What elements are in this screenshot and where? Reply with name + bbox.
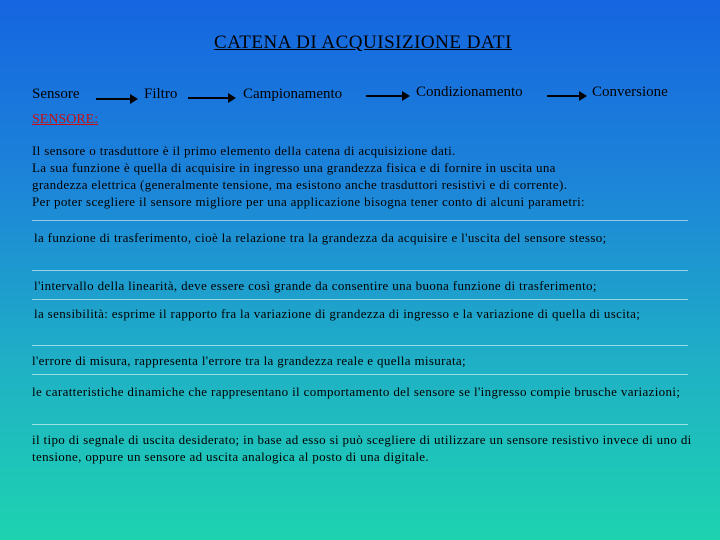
divider: [32, 220, 688, 221]
divider: [32, 374, 688, 375]
chain-node-conversione: Conversione: [592, 84, 668, 100]
intro-line: grandezza elettrica (generalmente tensione, ma esistono anche trasduttori resistivi e di corrente).: [32, 177, 568, 192]
intro-line: Per poter scegliere il sensore migliore per una applicazione bisogna tener conto di alcuni parametri:: [32, 194, 585, 209]
parameter-item: il tipo di segnale di uscita desiderato; in base ad esso si può scegliere di utilizzare un sensore resistivo invece di uno di tensione, oppure un sensore ad uscita analogica al posto di una digitale.: [32, 432, 692, 464]
chain-node-condizionamento: Condizionamento: [416, 84, 523, 100]
divider: [32, 345, 688, 346]
divider: [32, 299, 688, 300]
parameter-item: l'errore di misura, rappresenta l'errore tra la grandezza reale e quella misurata;: [32, 353, 466, 368]
acquisition-chain: [0, 0, 720, 110]
chain-arrow-2: [188, 97, 234, 99]
divider: [32, 270, 688, 271]
section-label-sensore: SENSORE:: [32, 112, 99, 127]
chain-node-campionamento: Campionamento: [243, 86, 343, 102]
chain-arrow-3: [366, 95, 408, 97]
page-title: CATENA DI ACQUISIZIONE DATI: [214, 32, 512, 53]
divider: [32, 424, 688, 425]
intro-line: La sua funzione è quella di acquisire in ingresso una grandezza fisica e di fornire in uscita una: [32, 160, 556, 175]
parameter-item: le caratteristiche dinamiche che rappresentano il comportamento del sensore se l'ingresso compie brusche variazioni;: [32, 384, 681, 399]
chain-arrow-4: [547, 95, 585, 97]
intro-line: Il sensore o trasduttore è il primo elemento della catena di acquisizione dati.: [32, 143, 456, 158]
chain-node-filtro: Filtro: [144, 86, 178, 102]
parameter-item: l'intervallo della linearità, deve essere così grande da consentire una buona funzione di trasferimento;: [34, 278, 597, 293]
chain-arrow-1: [96, 98, 136, 100]
parameter-item: la sensibilità: esprime il rapporto fra la variazione di grandezza di ingresso e la variazione di quella di uscita;: [34, 306, 641, 321]
parameter-item: la funzione di trasferimento, cioè la relazione tra la grandezza da acquisire e l'uscita del sensore stesso;: [34, 230, 607, 245]
chain-node-sensore: Sensore: [32, 86, 80, 102]
intro-paragraph: [32, 142, 692, 210]
